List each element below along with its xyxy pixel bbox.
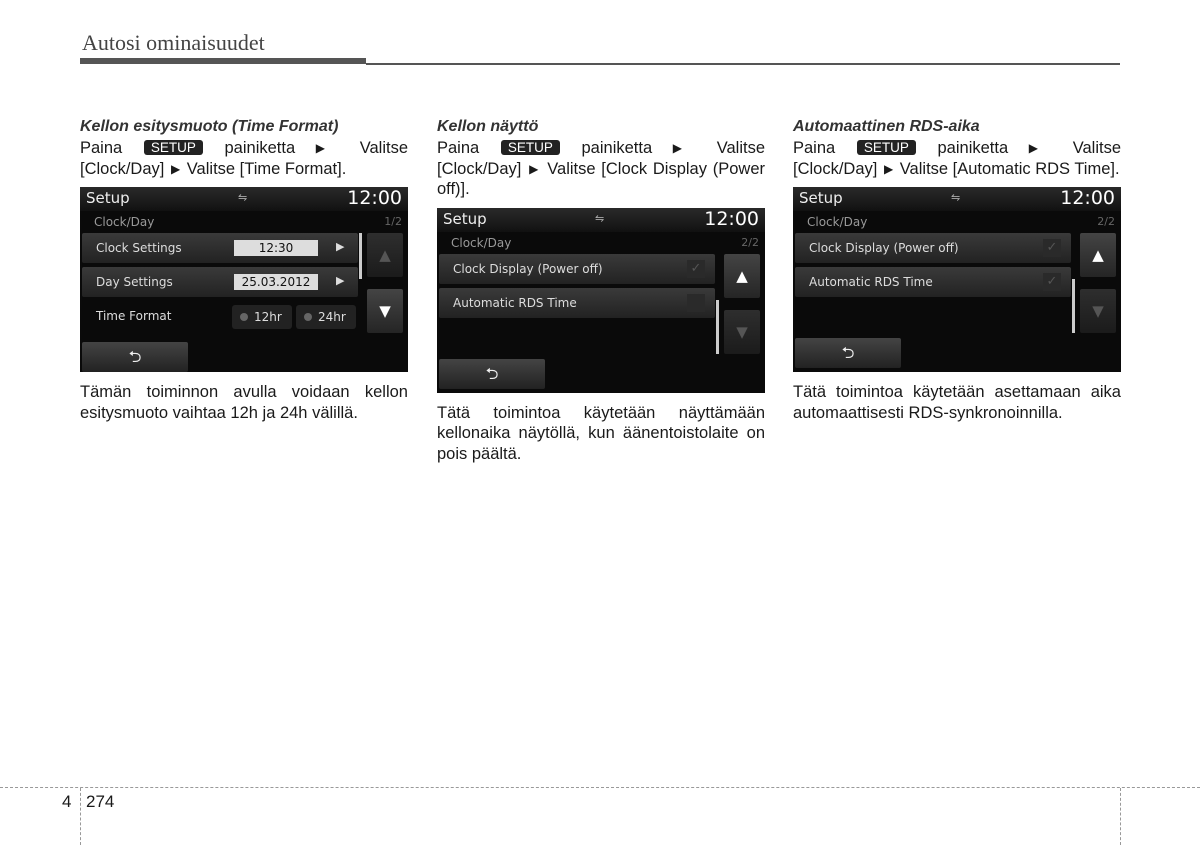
date-value-field: 25.03.2012 [234, 274, 318, 290]
section-description: Tämän toiminnon avulla voidaan kellon esitysmuoto vaihtaa 12h ja 24h välillä. [80, 383, 408, 422]
checkbox-icon[interactable]: ✓ [687, 260, 705, 278]
page-header-title: Autosi ominaisuudet [82, 30, 265, 55]
instruction-text: Paina SETUP painiketta ▶ Valitse [Clock/Day] ▶ Valitse [Clock Display (Power off)]. [437, 139, 766, 198]
scroll-down-button[interactable]: ▼ [367, 289, 403, 333]
setup-key-badge: SETUP [501, 140, 560, 155]
arrow-icon: ▶ [1028, 141, 1053, 155]
arrow-icon: ▶ [170, 161, 181, 176]
section-title: Automaattinen RDS-aika [793, 118, 980, 135]
chapter-number: 4 [62, 792, 72, 811]
checkbox-icon[interactable] [687, 294, 705, 312]
header-rule-thin [366, 63, 1120, 65]
scroll-up-button[interactable]: ▲ [724, 254, 760, 298]
scrollbar[interactable] [716, 300, 719, 354]
section-title: Kellon näyttö [437, 118, 539, 135]
screen-row-time-format: Time Format 12hr 24hr [82, 301, 358, 331]
screen-clock: 12:00 [704, 207, 759, 230]
clock-value-field: 12:30 [234, 240, 318, 256]
instruction-text: Paina SETUP painiketta ▶ Valitse [Clock/Day] ▶ Valitse [Time Format]. [80, 139, 409, 178]
usb-icon: ⇋ [951, 191, 961, 204]
section-description: Tätä toimintoa käytetään näyttämään kellonaika näytöllä, kun äänentoistolaite on pois päältä. [437, 403, 765, 463]
setup-screen-image [437, 208, 765, 393]
screen-row-clock-settings[interactable]: Clock Settings 12:30 ▶ [82, 233, 358, 263]
checkbox-icon[interactable]: ✓ [1043, 273, 1061, 291]
header-rule-thick [80, 58, 366, 64]
footer-divider [80, 788, 81, 845]
radio-24hr[interactable]: 24hr [296, 305, 356, 329]
setup-screen-image [80, 187, 408, 372]
section-description: Tätä toimintoa käytetään asettamaan aika automaattisesti RDS-synkronoinnilla. [793, 383, 1121, 422]
back-button[interactable]: ⮌ [795, 338, 901, 368]
scroll-down-button[interactable]: ▼ [724, 310, 760, 354]
usb-icon: ⇋ [595, 211, 605, 225]
screen-row-clock-display[interactable]: Clock Display (Power off) ✓ [439, 254, 715, 284]
screen-title: Setup [799, 189, 843, 207]
arrow-icon: ▶ [883, 161, 894, 176]
screen-title: Setup [443, 209, 487, 228]
scrollbar[interactable] [1072, 279, 1075, 333]
screen-page-indicator: 1/2 [384, 215, 402, 228]
play-icon: ▶ [336, 240, 345, 253]
screen-row-day-settings[interactable]: Day Settings 25.03.2012 ▶ [82, 267, 358, 297]
screen-subtitle: Clock/Day [451, 235, 512, 250]
screen-subtitle: Clock/Day [807, 215, 868, 229]
screen-row-automatic-rds[interactable]: Automatic RDS Time ✓ [795, 267, 1071, 297]
section-clock-display [437, 116, 765, 464]
screen-subtitle: Clock/Day [94, 215, 155, 229]
checkbox-icon[interactable]: ✓ [1043, 239, 1061, 257]
arrow-icon: ▶ [672, 141, 697, 155]
setup-screen-image [793, 187, 1121, 372]
play-icon: ▶ [336, 274, 345, 287]
usb-icon: ⇋ [238, 191, 248, 204]
footer-rule [0, 787, 1200, 788]
radio-12hr[interactable]: 12hr [232, 305, 292, 329]
screen-page-indicator: 2/2 [1097, 215, 1115, 228]
instruction-text: Paina SETUP painiketta ▶ Valitse [Clock/Day] ▶ Valitse [Automatic RDS Time]. [793, 139, 1122, 178]
screen-row-automatic-rds[interactable]: Automatic RDS Time [439, 288, 715, 318]
footer-divider-right [1120, 788, 1121, 845]
section-title: Kellon esitysmuoto (Time Format) [80, 118, 339, 135]
screen-clock: 12:00 [1060, 187, 1115, 209]
arrow-icon: ▶ [315, 141, 340, 155]
back-button[interactable]: ⮌ [82, 342, 188, 372]
section-automatic-rds-time [793, 116, 1121, 423]
section-time-format [80, 116, 408, 423]
back-button[interactable]: ⮌ [439, 359, 545, 389]
scroll-down-button[interactable]: ▼ [1080, 289, 1116, 333]
setup-key-badge: SETUP [857, 140, 916, 155]
setup-key-badge: SETUP [144, 140, 203, 155]
scroll-up-button[interactable]: ▲ [367, 233, 403, 277]
screen-title: Setup [86, 189, 130, 207]
screen-clock: 12:00 [347, 187, 402, 209]
scroll-up-button[interactable]: ▲ [1080, 233, 1116, 277]
arrow-icon: ▶ [529, 161, 540, 176]
page-number: 274 [86, 792, 115, 811]
screen-row-clock-display[interactable]: Clock Display (Power off) ✓ [795, 233, 1071, 263]
screen-page-indicator: 2/2 [741, 235, 759, 249]
scrollbar[interactable] [359, 233, 362, 279]
